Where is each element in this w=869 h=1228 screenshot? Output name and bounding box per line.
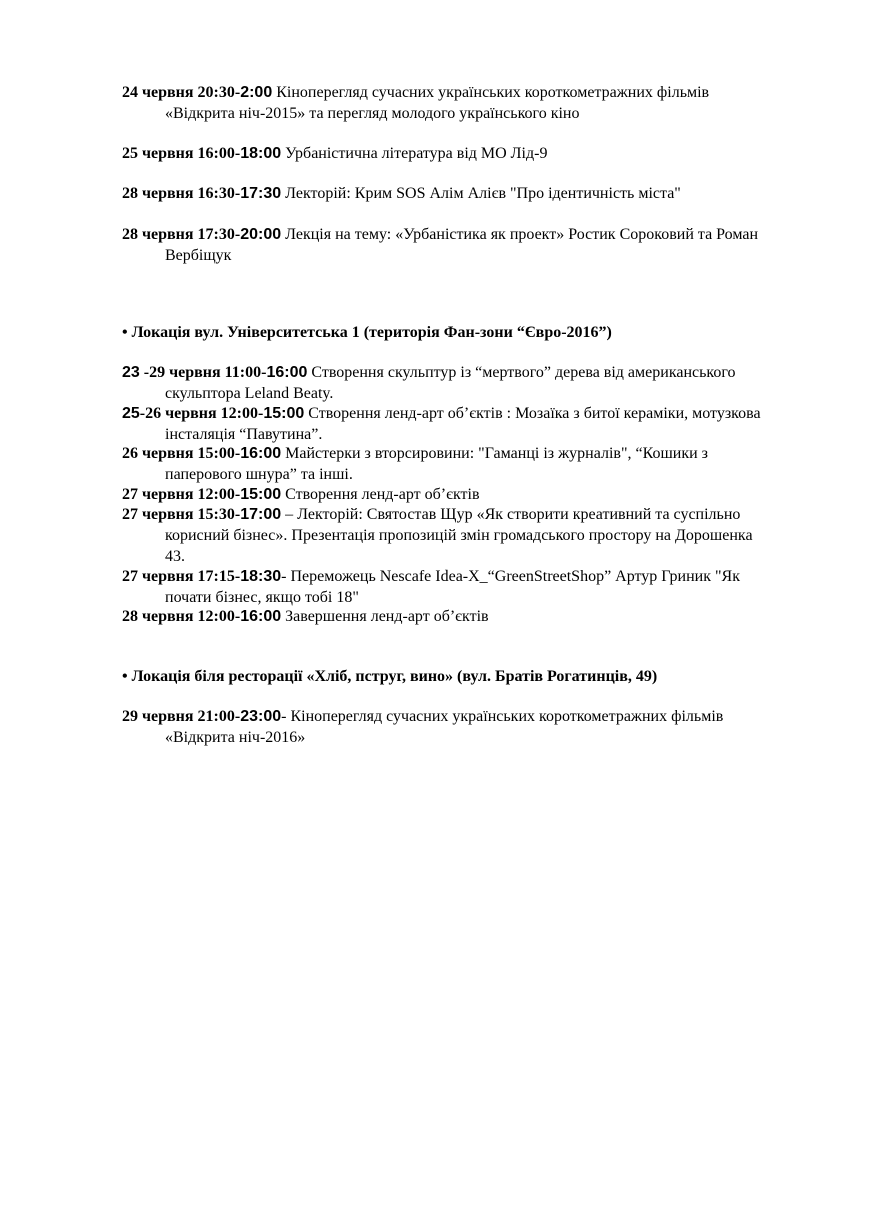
entry-end-time: 20:00	[240, 226, 282, 243]
schedule-entry	[122, 82, 824, 124]
entry-end-time: 2:00	[240, 84, 273, 101]
schedule-entry	[122, 706, 824, 748]
schedule-entry	[122, 566, 824, 608]
entry-text: Урбаністична література від МО Лід-9	[281, 145, 548, 162]
entry-text-continued: корисний бізнес». Презентація пропозицій змін громадського простору на Дорошенка	[165, 527, 753, 544]
entry-end-time: 17:30	[240, 185, 282, 202]
location-heading: • Локація вул. Університетська 1 (територія Фан-зони “Євро-2016”)	[122, 324, 612, 341]
entry-date: -29 червня 11:00-	[139, 364, 267, 381]
entry-text: Створення скульптур із “мертвого” дерева від американського	[307, 364, 736, 381]
entry-text-continued: «Відкрита ніч-2015» та перегляд молодого українського кіно	[165, 105, 580, 122]
entry-date: 26 червня 15:00-	[122, 445, 241, 462]
entry-end-time: 16:00	[240, 445, 282, 462]
entry-date: 27 червня 12:00-	[122, 486, 241, 503]
entry-end-time: 15:00	[263, 405, 305, 422]
entry-end-time: 16:00	[266, 364, 308, 381]
schedule-entry	[122, 362, 824, 404]
entry-end-time: 23:00	[240, 708, 282, 725]
entry-text-continued: скульптора Leland Beaty.	[165, 385, 334, 402]
entry-date: 25 червня 16:00-	[122, 145, 241, 162]
entry-text: Майстерки з вторсировини: "Гаманці із журналів", “Кошики з	[281, 445, 708, 462]
entry-text-continued: Вербіщук	[165, 247, 232, 264]
schedule-entry	[122, 443, 824, 485]
entry-end-time: 16:00	[240, 608, 282, 625]
entry-text-continued: «Відкрита ніч-2016»	[165, 729, 306, 746]
entry-date: 27 червня 17:15-	[122, 568, 241, 585]
entry-date-start: 23	[122, 364, 140, 381]
entry-date: -26 червня 12:00-	[139, 405, 264, 422]
entry-end-time: 18:00	[240, 145, 282, 162]
entry-text: - Кіноперегляд сучасних українських короткометражних фільмів	[281, 708, 724, 725]
entry-date: 28 червня 16:30-	[122, 185, 241, 202]
entry-end-time: 15:00	[240, 486, 282, 503]
entry-date: 28 червня 12:00-	[122, 608, 241, 625]
entry-text: Кіноперегляд сучасних українських короткометражних фільмів	[272, 84, 710, 101]
entry-end-time: 18:30	[240, 568, 282, 585]
entry-text: Завершення ленд-арт об’єктів	[281, 608, 489, 625]
entry-text: Лекція на тему: «Урбаністика як проект» Ростик Сороковий та Роман	[281, 226, 759, 243]
entry-end-time: 17:00	[240, 506, 282, 523]
entry-text: Створення ленд-арт об’єктів	[281, 486, 480, 503]
schedule-entry	[122, 504, 824, 567]
entry-date: 28 червня 17:30-	[122, 226, 241, 243]
entry-text-continued: інсталяція “Павутина”.	[165, 426, 323, 443]
schedule-entry	[122, 606, 824, 627]
schedule-entry	[122, 183, 824, 204]
entry-date: 27 червня 15:30-	[122, 506, 241, 523]
entry-date: 24 червня 20:30-	[122, 84, 241, 101]
schedule-entry	[122, 403, 824, 445]
schedule-entry	[122, 224, 824, 266]
entry-text: - Переможець Nescafe Idea-X_“GreenStreetShop” Артур Гриник "Як	[281, 568, 740, 585]
entry-date-start: 25	[122, 405, 140, 422]
schedule-entry	[122, 484, 824, 505]
entry-text-continued: 43.	[165, 548, 185, 565]
entry-text: – Лекторій: Святостав Щур «Як створити креативний та суспільно	[281, 506, 741, 523]
schedule-entry	[122, 143, 824, 164]
entry-text: Лекторій: Крим SOS Алім Алієв "Про ідентичність міста"	[281, 185, 681, 202]
entry-text: Створення ленд-арт об’єктів : Мозаїка з битої кераміки, мотузкова	[304, 405, 761, 422]
entry-text-continued: почати бізнес, якщо тобі 18"	[165, 589, 359, 606]
entry-text-continued: паперового шнура” та інші.	[165, 466, 353, 483]
location-heading: • Локація біля ресторації «Хліб, пструг, вино» (вул. Братів Рогатинців, 49)	[122, 668, 658, 685]
entry-date: 29 червня 21:00-	[122, 708, 241, 725]
